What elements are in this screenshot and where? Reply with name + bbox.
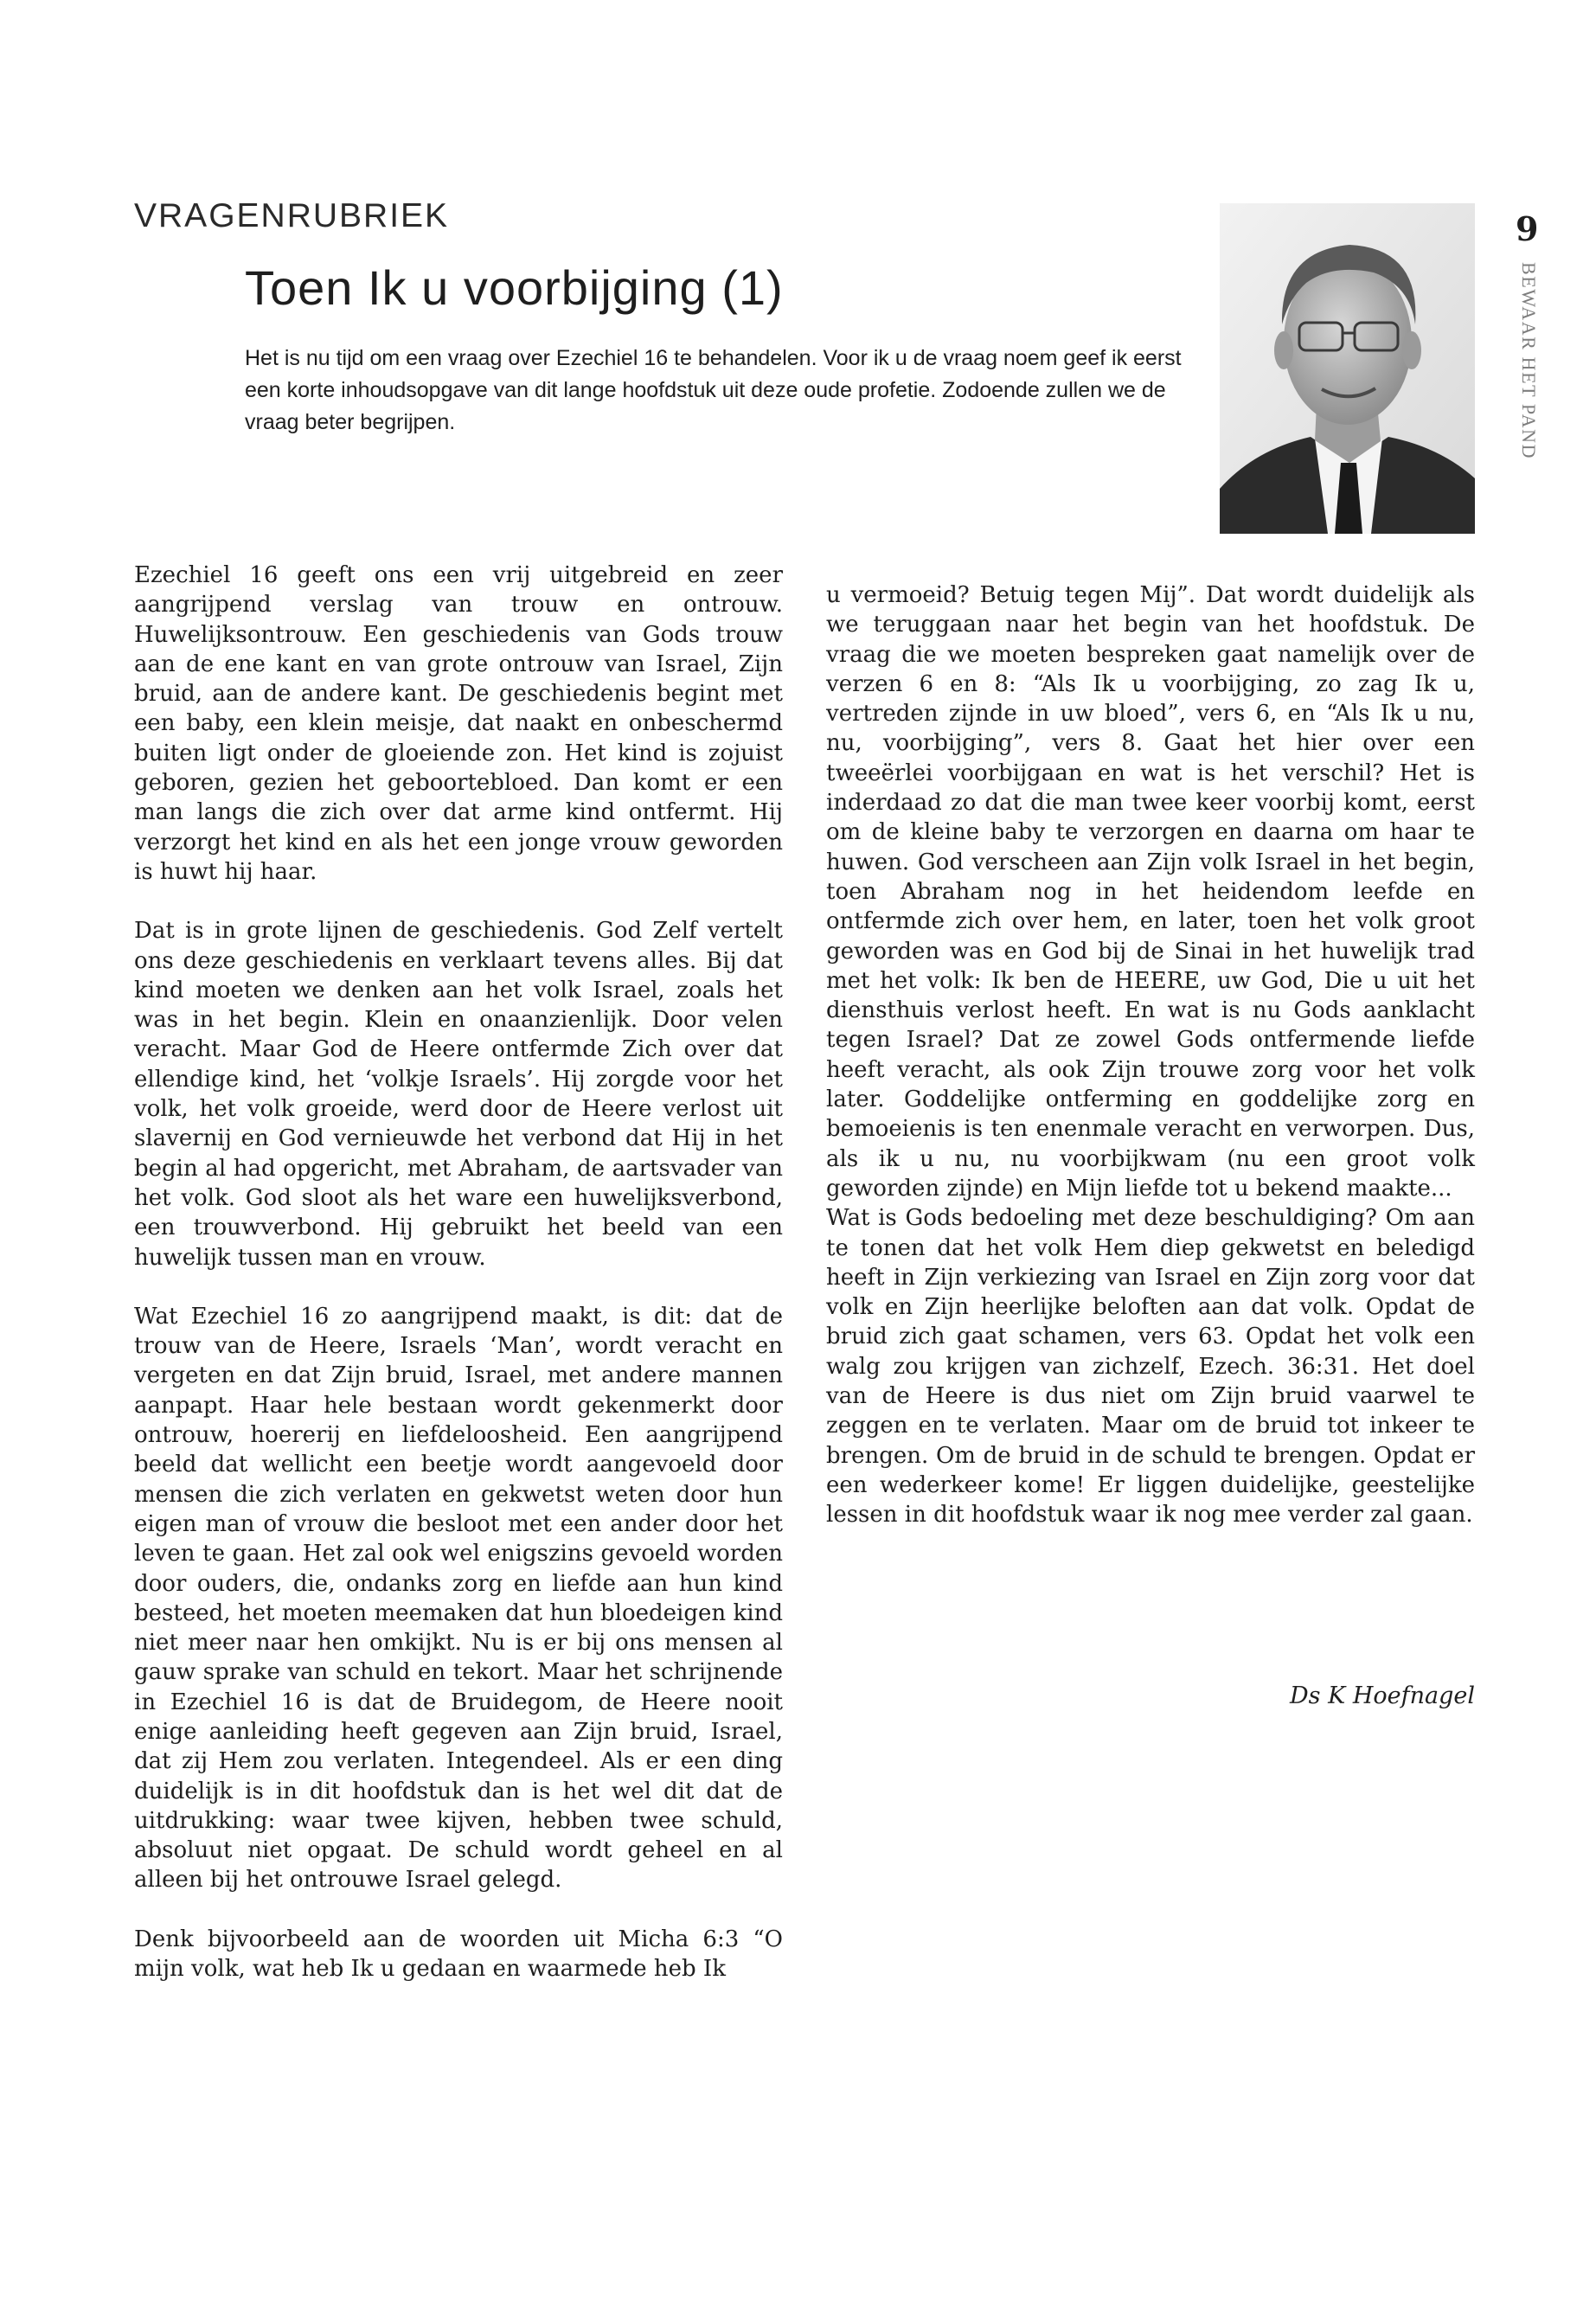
paragraph: u vermoeid? Betuig tegen Mij”. Dat wordt duidelijk als we teruggaan naar het begin van het hoofdstuk. De vraag die we moeten bespreken gaat namelijk over de verzen 6 en 8: “Als Ik u voorbijging, zo zag Ik u, vertreden zijnde in uw bloed”, vers 6, en “Als Ik u nu, nu, voorbijging”, vers 8. Gaat het hier over een tweeërlei voorbijgaan en wat is het verschil? Het is inderdaad zo dat die man twee keer voorbij komt, eerst om de kleine baby te verzorgen en daarna om haar te huwen. God verscheen aan Zijn volk Israel in het begin, toen Abraham nog in het heidendom leefde en ontfermde zich over hem, en later, toen het volk groot geworden was en God bij de Sinai in het huwelijk trad met het volk: Ik ben de HEERE, uw God, Die u uit het diensthuis verlost heeft. En wat is nu Gods aanklacht tegen Israel? Dat ze zowel Gods ontfermende liefde heeft veracht, als ook Zijn trouwe zorg voor het volk later. Goddelijke ontferming en goddelijke zorg en bemoeienis is ten enenmale veracht en verworpen. Dus, als ik u nu, nu voorbijkwam (nu een groot volk geworden zijnde) en Mijn liefde tot u bekend maakte... (826, 582, 1475, 1202)
page-number: 9 (1516, 209, 1539, 248)
paragraph: Denk bijvoorbeeld aan de woorden uit Micha 6:3 “O mijn volk, wat heb Ik u gedaan en waarmede heb Ik (134, 1926, 783, 1983)
article-title: Toen Ik u voorbijging (1) (245, 260, 784, 315)
article-intro: Het is nu tijd om een vraag over Ezechiel 16 te behandelen. Voor ik u de vraag noem geef ik eerst een korte inhoudsopgave van dit lange hoofdstuk uit deze oude profetie. Zodoende zullen we de vraag beter begrijpen. (245, 346, 1182, 434)
paragraph: Wat is Gods bedoeling met deze beschuldiging? Om aan te tonen dat het volk Hem diep gekwetst en beledigd heeft in Zijn verkiezing van Israel en Zijn zorg voor dat volk en Zijn heerlijke beloften aan dat volk. Opdat de bruid zich gaat schamen, vers 63. Opdat het volk een walg zou krijgen van zichzelf, Ezech. 36:31. Het doel van de Heere is dus niet om Zijn bruid vaarwel te zeggen en te verlaten. Maar om de bruid tot inkeer te brengen. Om de bruid in de schuld te brengen. Opdat er een wederkeer kome! Er liggen duidelijke, geestelijke lessen in dit hoofdstuk waar ik nog mee verder zal gaan. (826, 1205, 1475, 1529)
article-column-right (826, 580, 1475, 1530)
section-rubric: VRAGENRUBRIEK (134, 197, 450, 234)
paragraph: Wat Ezechiel 16 zo aangrijpend maakt, is dit: dat de trouw van de Heere, Israels ‘Man’, wordt veracht en vergeten en dat Zijn bruid, Israel, met andere mannen aanpapt. Haar hele bestaan wordt gekenmerkt door ontrouw, hoererij en liefdeloosheid. Een aangrijpend beeld dat wellicht een beetje wordt aangevoeld door mensen die zich verlaten en gekwetst weten door hun eigen man of vrouw die besloot met een ander door het leven te gaan. Het zal ook wel enigszins gevoeld worden door ouders, die, ondanks zorg en liefde aan hun kind besteed, het moeten meemaken dat hun bloedeigen kind niet meer naar hen omkijkt. Nu is er bij ons mensen al gauw sprake van schuld en tekort. Maar het schrijnende in Ezechiel 16 is dat de Bruidegom, de Heere nooit enige aanleiding heeft gegeven aan Zijn bruid, Israel, dat zij Hem zou verlaten. Integendeel. Als er een ding duidelijk is in dit hoofdstuk dan is het wel dit dat de uitdrukking: waar twee kijven, hebben twee schuld, absoluut niet opgaat. De schuld wordt geheel en al alleen bij het ontrouwe Israel gelegd. (134, 1303, 783, 1894)
running-head: BEWAAR HET PAND (1518, 262, 1540, 460)
article-column-left (134, 561, 783, 1984)
paragraph: Ezechiel 16 geeft ons een vrij uitgebreid en zeer aangrijpend verslag van trouw en ontrouw. Huwelijksontrouw. Een geschiedenis van Gods trouw aan de ene kant en van grote ontrouw van Israel, Zijn bruid, aan de andere kant. De geschiedenis begint met een baby, een klein meisje, dat naakt en onbeschermd buiten ligt onder de gloeiende zon. Het kind is zojuist geboren, gezien het geboortebloed. Dan komt er een man langs die zich over dat arme kind ontfermt. Hij verzorgt het kind en als het een jonge vrouw geworden is huwt hij haar. (134, 562, 783, 885)
paragraph: Dat is in grote lijnen de geschiedenis. God Zelf vertelt ons deze geschiedenis en verklaart tevens alles. Bij dat kind moeten we denken aan het volk Israel, zoals het was in het begin. Klein en onaanzienlijk. Door velen veracht. Maar God de Heere ontfermde Zich over dat ellendige kind, het ‘volkje Israels’. Hij zorgde voor het volk, het volk groeide, werd door de Heere verlost uit slavernij en God vernieuwde het verbond dat Hij in het begin al had opgericht, met Abraham, de aartsvader van het volk. God sloot als het ware een huwelijksverbond, een trouwverbond. Hij gebruikt het beeld van een huwelijk tussen man en vrouw. (134, 918, 783, 1271)
author-photo (1220, 203, 1475, 534)
author-signature: Ds K Hoefnagel (1290, 1682, 1475, 1709)
